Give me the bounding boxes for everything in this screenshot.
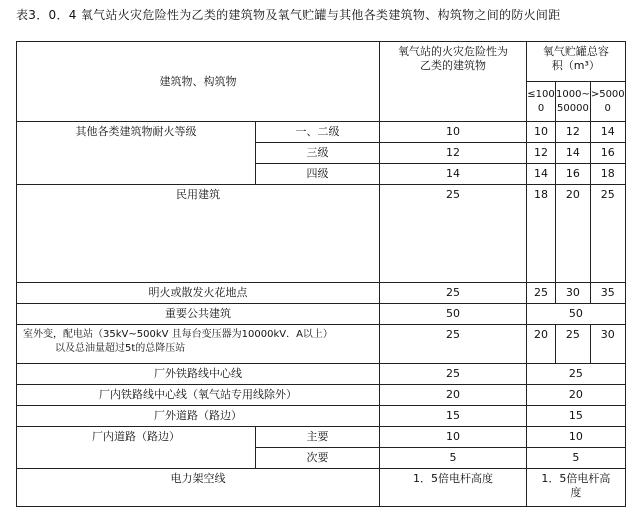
cell-cap3: 14: [590, 122, 625, 143]
cap1-line1: ≤100: [527, 88, 555, 100]
table-row: [17, 304, 626, 325]
cell-tank: 15: [527, 406, 626, 427]
table-row: [17, 283, 626, 304]
power-line-label: 电力架空线: [17, 469, 380, 507]
table-row: [17, 427, 626, 448]
table-caption: 表3．0．4 氧气站火灾危险性为乙类的建筑物及氧气贮罐与其他各类建筑物、构筑物之间的防火间距: [16, 8, 561, 22]
cell-station: 50: [380, 304, 527, 325]
cell-station: 12: [380, 143, 527, 164]
header-station: [380, 42, 527, 122]
table-row: [17, 385, 626, 406]
cell-station: 10: [380, 427, 527, 448]
header-building-label: 建筑物、构筑物: [159, 74, 237, 88]
table-row: [17, 325, 626, 364]
substation-label-line1: 室外变，配电站（35kV~500kV 且每台变压器为10000kV．A以上）: [23, 329, 333, 340]
cell-station: 20: [380, 385, 527, 406]
cell-cap2: 14: [556, 143, 591, 164]
table-row: [17, 122, 626, 143]
header-station-line2: 乙类的建筑物: [420, 59, 486, 72]
table-row: [17, 469, 626, 507]
cell-tank: [527, 469, 626, 507]
open-fire-label: 明火或散发火花地点: [17, 283, 380, 304]
power-tank-line1: 1．5倍电杆高: [541, 472, 611, 485]
header-station-line1: 氧气站的火灾危险性为: [398, 45, 508, 58]
header-tank-line1: 氧气贮罐总容: [542, 45, 609, 58]
cell-station: 5: [380, 448, 527, 469]
cell-cap1: 25: [527, 283, 556, 304]
power-tank-line2: 度: [570, 486, 582, 499]
rail-out-label: 厂外铁路线中心线: [17, 364, 380, 385]
cap1-line2: 0: [537, 102, 545, 114]
table-row: [17, 185, 626, 283]
cap3-line1: >5000: [590, 88, 625, 100]
cell-cap2: 30: [556, 283, 591, 304]
cell-cap3: 16: [590, 143, 625, 164]
cell-station: 1．5倍电杆高度: [380, 469, 527, 507]
cell-cap1: 18: [527, 185, 556, 283]
cell-cap3: 30: [590, 325, 625, 364]
fire-level-label: 四级: [256, 164, 380, 185]
cell-station: 25: [380, 325, 527, 364]
road-in-label: 厂内道路（路边）: [17, 427, 256, 469]
cell-cap1: 10: [527, 122, 556, 143]
header-tank-line2: 积（m³）: [551, 59, 600, 72]
header-row: [17, 42, 626, 82]
cell-tank: 50: [527, 304, 626, 325]
cell-tank: 10: [527, 427, 626, 448]
cell-cap2: 20: [556, 185, 591, 283]
cell-cap2: 16: [556, 164, 591, 185]
rail-in-label: 厂内铁路线中心线（氧气站专用线除外）: [17, 385, 380, 406]
cell-cap2: 25: [556, 325, 591, 364]
cell-station: 14: [380, 164, 527, 185]
public-label: 重要公共建筑: [17, 304, 380, 325]
fire-rating-label: 其他各类建筑物耐火等级: [17, 122, 256, 185]
road-main-label: 主要: [256, 427, 380, 448]
substation-label-line2: 以及总油量超过5t的总降压站: [55, 343, 186, 354]
cell-cap2: 12: [556, 122, 591, 143]
cell-station: 25: [380, 283, 527, 304]
header-cap-1: [527, 82, 556, 122]
cell-cap1: 14: [527, 164, 556, 185]
cell-station: 15: [380, 406, 527, 427]
header-building: [17, 42, 380, 122]
table-row: [17, 364, 626, 385]
road-out-label: 厂外道路（路边）: [17, 406, 380, 427]
civil-label: 民用建筑: [17, 185, 380, 283]
cap2-line1: 1000~: [556, 88, 590, 100]
fire-level-label: 一、二级: [256, 122, 380, 143]
cell-cap3: 18: [590, 164, 625, 185]
header-tank: [527, 42, 626, 82]
cell-station: 25: [380, 185, 527, 283]
cell-tank: 20: [527, 385, 626, 406]
cell-tank: 5: [527, 448, 626, 469]
cell-cap1: 12: [527, 143, 556, 164]
cell-station: 10: [380, 122, 527, 143]
fire-distance-table: [16, 41, 626, 507]
cell-cap3: 25: [590, 185, 625, 283]
cell-cap3: 35: [590, 283, 625, 304]
substation-label: [17, 325, 380, 364]
road-minor-label: 次要: [256, 448, 380, 469]
cell-tank: 25: [527, 364, 626, 385]
fire-level-label: 三级: [256, 143, 380, 164]
cap2-line2: 50000: [557, 102, 589, 114]
cell-station: 25: [380, 364, 527, 385]
header-cap-3: [590, 82, 625, 122]
header-cap-2: [556, 82, 591, 122]
cell-cap1: 20: [527, 325, 556, 364]
cap3-line2: 0: [604, 102, 611, 114]
table-row: [17, 406, 626, 427]
